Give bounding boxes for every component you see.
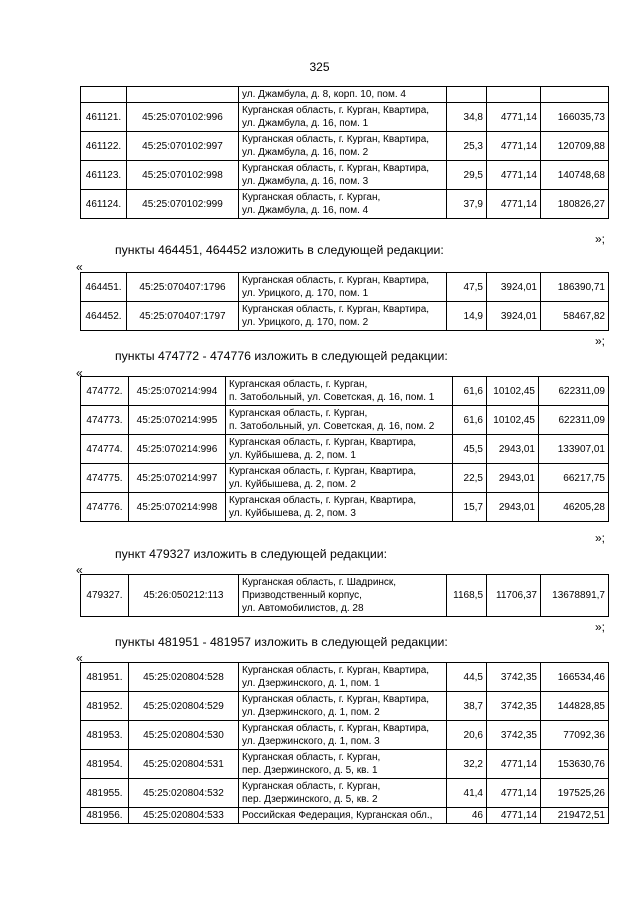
unit-value-cell: 3742,35: [487, 663, 541, 692]
address-cell: Курганская область, г. Курган, пер. Дзержинского, д. 5, кв. 2: [239, 779, 447, 808]
area-cell: 47,5: [447, 273, 487, 302]
table-row: [81, 103, 609, 132]
address-cell: Российская Федерация, Курганская обл.,: [239, 808, 447, 824]
registry-table-464451: [80, 272, 609, 331]
address-cell: Курганская область, г. Курган, Квартира, ул. Джамбула, д. 16, пом. 2: [239, 132, 447, 161]
area-cell: 44,5: [447, 663, 487, 692]
table-row: [81, 464, 609, 493]
unit-value-cell: 4771,14: [487, 103, 541, 132]
cadastral-value-cell: 46205,28: [539, 493, 609, 522]
address-cell: Курганская область, г. Курган, Квартира, ул. Урицкого, д. 170, пом. 2: [239, 302, 447, 331]
unit-value-cell: 3742,35: [487, 721, 541, 750]
cadastral-number-cell: 45:25:020804:528: [129, 663, 239, 692]
cadastral-value-cell: 77092,36: [541, 721, 609, 750]
cadastral-number-cell: 45:25:070102:996: [127, 103, 239, 132]
unit-value-cell: 11706,37: [487, 575, 541, 617]
registry-table-474772: [80, 376, 609, 522]
area-cell: 29,5: [447, 161, 487, 190]
registry-table-461121: [80, 86, 609, 219]
cadastral-value-cell: 140748,68: [541, 161, 609, 190]
cadastral-value-cell: 153630,76: [541, 750, 609, 779]
cadastral-number-cell: 45:25:070214:998: [129, 493, 226, 522]
cadastral-number-cell: 45:25:070102:999: [127, 190, 239, 219]
opening-quote: «: [76, 260, 83, 274]
paragraph-heading: пункты 474772 - 474776 изложить в следующей редакции:: [115, 349, 448, 363]
area-cell: [447, 87, 487, 103]
area-cell: 46: [447, 808, 487, 824]
table-row: [81, 750, 609, 779]
row-number-cell: 461123.: [81, 161, 127, 190]
area-cell: 1168,5: [447, 575, 487, 617]
cadastral-value-cell: 133907,01: [539, 435, 609, 464]
address-cell: Курганская область, г. Курган, Квартира, ул. Куйбышева, д. 2, пом. 2: [226, 464, 453, 493]
registry-table-479327: [80, 574, 609, 617]
area-cell: 45,5: [453, 435, 487, 464]
cadastral-value-cell: 166035,73: [541, 103, 609, 132]
cadastral-value-cell: 197525,26: [541, 779, 609, 808]
cadastral-number-cell: 45:26:050212:113: [129, 575, 239, 617]
cadastral-value-cell: 58467,82: [541, 302, 609, 331]
table-row: [81, 190, 609, 219]
closing-quote: »;: [594, 334, 605, 348]
row-number-cell: 474776.: [81, 493, 129, 522]
address-cell: Курганская область, г. Курган, Квартира, ул. Куйбышева, д. 2, пом. 1: [226, 435, 453, 464]
row-number-cell: 461121.: [81, 103, 127, 132]
row-number-cell: 481951.: [81, 663, 129, 692]
area-cell: 38,7: [447, 692, 487, 721]
unit-value-cell: 10102,45: [487, 377, 539, 406]
cadastral-value-cell: 186390,71: [541, 273, 609, 302]
table-row: [81, 808, 609, 824]
row-number-cell: 464452.: [81, 302, 127, 331]
address-cell: ул. Джамбула, д. 8, корп. 10, пом. 4: [239, 87, 447, 103]
address-cell: Курганская область, г. Курган, Квартира, ул. Дзержинского, д. 1, пом. 2: [239, 692, 447, 721]
cadastral-value-cell: 144828,85: [541, 692, 609, 721]
unit-value-cell: 3924,01: [487, 302, 541, 331]
table-row: [81, 493, 609, 522]
unit-value-cell: 4771,14: [487, 808, 541, 824]
address-cell: Курганская область, г. Курган, пер. Дзержинского, д. 5, кв. 1: [239, 750, 447, 779]
area-cell: 22,5: [453, 464, 487, 493]
paragraph-heading: пункты 481951 - 481957 изложить в следующей редакции:: [115, 635, 448, 649]
cadastral-value-cell: [541, 87, 609, 103]
area-cell: 61,6: [453, 377, 487, 406]
cadastral-number-cell: [127, 87, 239, 103]
area-cell: 34,8: [447, 103, 487, 132]
cadastral-number-cell: 45:25:020804:533: [129, 808, 239, 824]
area-cell: 61,6: [453, 406, 487, 435]
area-cell: 32,2: [447, 750, 487, 779]
area-cell: 41,4: [447, 779, 487, 808]
address-cell: Курганская область, г. Курган, Квартира, ул. Джамбула, д. 16, пом. 3: [239, 161, 447, 190]
cadastral-number-cell: 45:25:020804:529: [129, 692, 239, 721]
address-cell: Курганская область, г. Курган, Квартира, ул. Урицкого, д. 170, пом. 1: [239, 273, 447, 302]
area-cell: 25,3: [447, 132, 487, 161]
cadastral-value-cell: 219472,51: [541, 808, 609, 824]
address-cell: Курганская область, г. Курган, Квартира, ул. Дзержинского, д. 1, пом. 3: [239, 721, 447, 750]
table-row: [81, 377, 609, 406]
cadastral-number-cell: 45:25:020804:531: [129, 750, 239, 779]
cadastral-number-cell: 45:25:070214:997: [129, 464, 226, 493]
cadastral-number-cell: 45:25:070102:998: [127, 161, 239, 190]
unit-value-cell: 4771,14: [487, 132, 541, 161]
table-row: [81, 161, 609, 190]
area-cell: 20,6: [447, 721, 487, 750]
cadastral-value-cell: 120709,88: [541, 132, 609, 161]
row-number-cell: [81, 87, 127, 103]
table-row: [81, 273, 609, 302]
closing-quote: »;: [594, 232, 605, 246]
cadastral-number-cell: 45:25:070407:1797: [127, 302, 239, 331]
address-cell: Курганская область, г. Курган, Квартира, ул. Дзержинского, д. 1, пом. 1: [239, 663, 447, 692]
cadastral-value-cell: 66217,75: [539, 464, 609, 493]
unit-value-cell: [487, 87, 541, 103]
cadastral-value-cell: 166534,46: [541, 663, 609, 692]
address-cell: Курганская область, г. Курган, Квартира, ул. Куйбышева, д. 2, пом. 3: [226, 493, 453, 522]
address-cell: Курганская область, г. Курган, ул. Джамбула, д. 16, пом. 4: [239, 190, 447, 219]
cadastral-value-cell: 13678891,7: [541, 575, 609, 617]
area-cell: 37,9: [447, 190, 487, 219]
opening-quote: «: [76, 651, 83, 665]
row-number-cell: 481956.: [81, 808, 129, 824]
paragraph-heading: пункт 479327 изложить в следующей редакции:: [115, 547, 388, 561]
row-number-cell: 474775.: [81, 464, 129, 493]
address-cell: Курганская область, г. Курган, Квартира, ул. Джамбула, д. 16, пом. 1: [239, 103, 447, 132]
row-number-cell: 481954.: [81, 750, 129, 779]
unit-value-cell: 3924,01: [487, 273, 541, 302]
cadastral-number-cell: 45:25:070214:995: [129, 406, 226, 435]
table-row: [81, 692, 609, 721]
unit-value-cell: 4771,14: [487, 779, 541, 808]
unit-value-cell: 2943,01: [487, 464, 539, 493]
row-number-cell: 481953.: [81, 721, 129, 750]
table-row: [81, 302, 609, 331]
row-number-cell: 461122.: [81, 132, 127, 161]
cadastral-number-cell: 45:25:070214:996: [129, 435, 226, 464]
row-number-cell: 481952.: [81, 692, 129, 721]
unit-value-cell: 3742,35: [487, 692, 541, 721]
closing-quote: »;: [594, 531, 605, 545]
paragraph-heading: пункты 464451, 464452 изложить в следующей редакции:: [115, 243, 444, 257]
address-cell: Курганская область, г. Шадринск, Призводственный корпус, ул. Автомобилистов, д. 28: [239, 575, 447, 617]
table-row: [81, 721, 609, 750]
table-row: [81, 406, 609, 435]
area-cell: 15,7: [453, 493, 487, 522]
area-cell: 14,9: [447, 302, 487, 331]
table-row: [81, 575, 609, 617]
table-row: [81, 87, 609, 103]
cadastral-value-cell: 622311,09: [539, 406, 609, 435]
unit-value-cell: 10102,45: [487, 406, 539, 435]
unit-value-cell: 4771,14: [487, 750, 541, 779]
row-number-cell: 461124.: [81, 190, 127, 219]
address-cell: Курганская область, г. Курган, п. Затобольный, ул. Советская, д. 16, пом. 1: [226, 377, 453, 406]
table-row: [81, 435, 609, 464]
opening-quote: «: [76, 563, 83, 577]
row-number-cell: 474774.: [81, 435, 129, 464]
row-number-cell: 474772.: [81, 377, 129, 406]
row-number-cell: 474773.: [81, 406, 129, 435]
row-number-cell: 479327.: [81, 575, 129, 617]
closing-quote: »;: [594, 620, 605, 634]
table-row: [81, 779, 609, 808]
row-number-cell: 464451.: [81, 273, 127, 302]
unit-value-cell: 4771,14: [487, 161, 541, 190]
registry-table-481951: [80, 662, 609, 824]
cadastral-number-cell: 45:25:070102:997: [127, 132, 239, 161]
cadastral-number-cell: 45:25:070407:1796: [127, 273, 239, 302]
cadastral-number-cell: 45:25:020804:532: [129, 779, 239, 808]
cadastral-number-cell: 45:25:070214:994: [129, 377, 226, 406]
address-cell: Курганская область, г. Курган, п. Затобольный, ул. Советская, д. 16, пом. 2: [226, 406, 453, 435]
unit-value-cell: 2943,01: [487, 435, 539, 464]
unit-value-cell: 4771,14: [487, 190, 541, 219]
cadastral-number-cell: 45:25:020804:530: [129, 721, 239, 750]
row-number-cell: 481955.: [81, 779, 129, 808]
opening-quote: «: [76, 366, 83, 380]
table-row: [81, 663, 609, 692]
page-number: 325: [309, 60, 330, 74]
unit-value-cell: 2943,01: [487, 493, 539, 522]
cadastral-value-cell: 180826,27: [541, 190, 609, 219]
table-row: [81, 132, 609, 161]
cadastral-value-cell: 622311,09: [539, 377, 609, 406]
